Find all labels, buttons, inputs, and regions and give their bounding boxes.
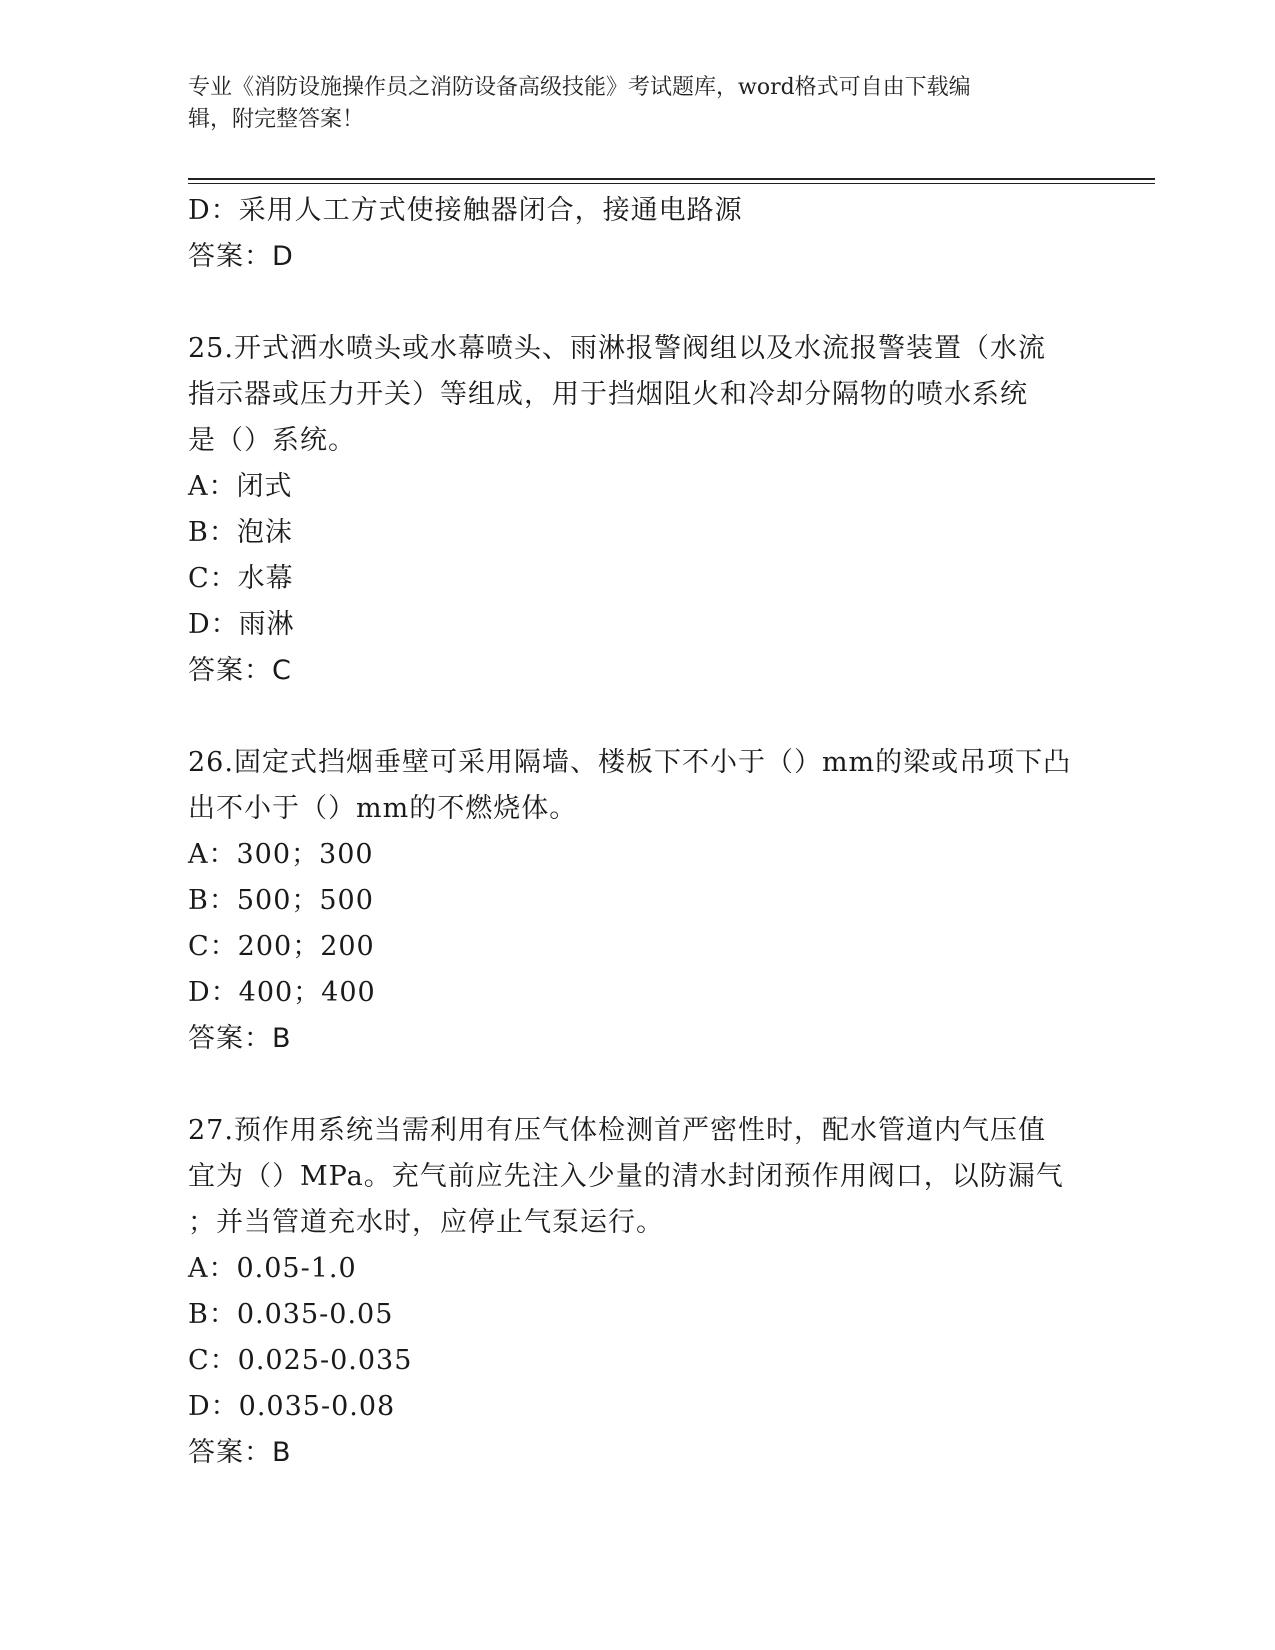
option-b: B：泡沫 xyxy=(188,517,293,548)
question-content xyxy=(188,188,1088,1476)
question-27 xyxy=(188,1108,1088,1476)
question-text-line: 宜为（）MPa。充气前应先注入少量的清水封闭预作用阀口，以防漏气 xyxy=(188,1161,1064,1192)
header-line-1: 专业《消防设施操作员之消防设备高级技能》考试题库，word格式可自由下载编 xyxy=(188,75,971,100)
question-26 xyxy=(188,740,1088,1062)
option-c: C：水幕 xyxy=(188,563,294,594)
answer: 答案：B xyxy=(188,1437,292,1468)
option-a: A：0.05-1.0 xyxy=(188,1253,357,1284)
option-a: A：300；300 xyxy=(188,839,374,870)
option-d: D：0.035-0.08 xyxy=(188,1391,396,1422)
option-b: B：500；500 xyxy=(188,885,374,916)
header-divider-thin xyxy=(188,183,1155,184)
option-d: D：400；400 xyxy=(188,977,376,1008)
answer: 答案：B xyxy=(188,1023,292,1054)
question-text-line: 27.预作用系统当需利用有压气体检测首严密性时，配水管道内气压值 xyxy=(188,1115,1046,1146)
option-c: C：0.025-0.035 xyxy=(188,1345,413,1376)
document-header xyxy=(188,72,1068,136)
header-line-2: 辑，附完整答案！ xyxy=(188,107,365,132)
question-25 xyxy=(188,326,1088,694)
option-d: D：雨淋 xyxy=(188,609,295,640)
answer: 答案：D xyxy=(188,241,294,272)
answer: 答案：C xyxy=(188,655,292,686)
question-text-line: 26.固定式挡烟垂壁可采用隔墙、楼板下不小于（）mm的梁或吊项下凸 xyxy=(188,747,1072,778)
question-text-line: 是（）系统。 xyxy=(188,425,356,456)
question-text-line: ；并当管道充水时，应停止气泵运行。 xyxy=(188,1207,664,1238)
option-c: C：200；200 xyxy=(188,931,375,962)
option-d: D：采用人工方式使接触器闭合，接通电路源 xyxy=(188,195,743,226)
option-b: B：0.035-0.05 xyxy=(188,1299,394,1330)
question-text-line: 出不小于（）mm的不燃烧体。 xyxy=(188,793,578,824)
question-text-line: 指示器或压力开关）等组成，用于挡烟阻火和冷却分隔物的喷水系统 xyxy=(188,379,1028,410)
question-text-line: 25.开式洒水喷头或水幕喷头、雨淋报警阀组以及水流报警装置（水流 xyxy=(188,333,1046,364)
header-divider-thick xyxy=(188,178,1155,180)
option-a: A：闭式 xyxy=(188,471,293,502)
